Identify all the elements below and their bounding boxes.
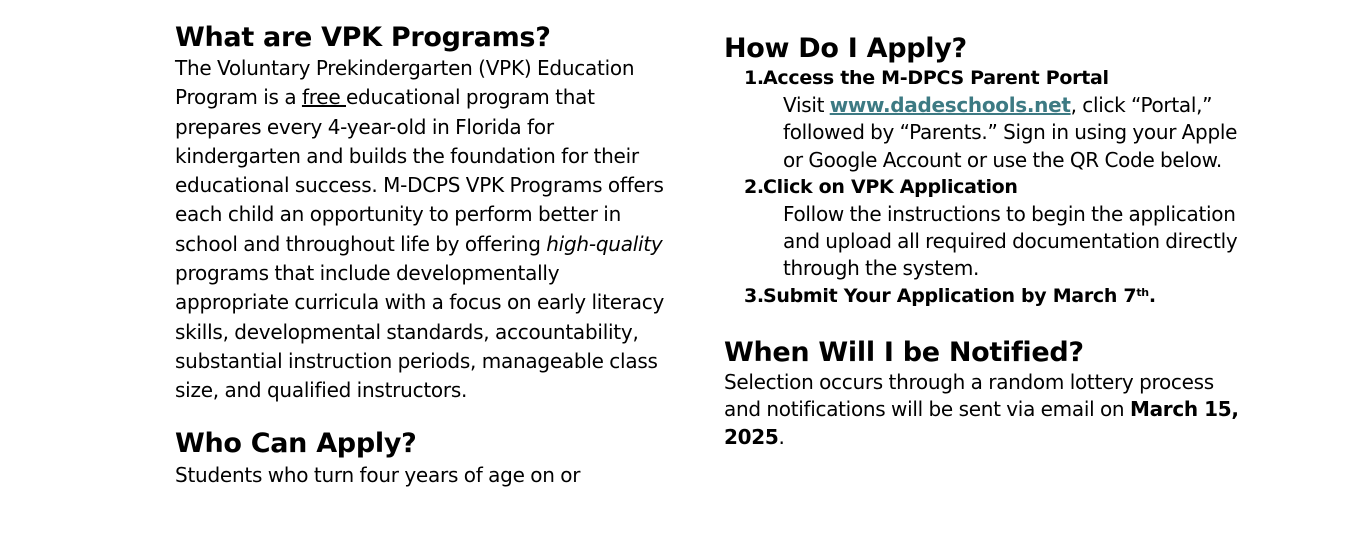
step-title (724, 174, 1244, 201)
step-number: 1. (744, 67, 764, 89)
who-can-apply-text: Students who turn four years of age on or (175, 462, 581, 487)
vpk-intro-text: The Voluntary Prekindergarten (VPK) Education Program is a (175, 56, 635, 110)
when-notified-heading: When Will I be Notified? (724, 336, 1084, 368)
step-title (724, 283, 1244, 310)
step-description-text: , click “Portal,” followed by “Parents.” Sign in using your Apple or Google Account or use the QR Code below. (783, 93, 1238, 172)
step-description (724, 92, 1244, 174)
who-can-apply-heading: Who Can Apply? (175, 427, 417, 459)
step-title-text: Access the M-DPCS Parent Portal (763, 67, 1109, 89)
right-column (724, 0, 1244, 451)
vpk-programs-heading: What are VPK Programs? (175, 22, 551, 53)
left-column (175, 0, 675, 490)
step-item (724, 283, 1244, 310)
step-description: Follow the instructions to begin the application and upload all required documentation directly through the system. (783, 201, 1238, 281)
ordinal-superscript: th (1136, 285, 1149, 299)
step-title-end: . (1148, 284, 1156, 307)
notification-date: March 15, 2025 (724, 397, 1239, 449)
step-item (724, 174, 1244, 283)
dadeschools-link[interactable]: www.dadeschools.net (829, 93, 1071, 117)
free-underlined-text: free (301, 85, 346, 110)
high-quality-italic-text: high-quality (546, 231, 663, 256)
step-title (724, 65, 1244, 92)
step-description-text: Visit (783, 93, 830, 117)
notification-text (724, 369, 1244, 452)
step-item (724, 65, 1244, 174)
how-to-apply-heading: How Do I Apply? (724, 33, 967, 64)
step-number: 3. (744, 284, 764, 307)
vpk-programs-description (175, 54, 675, 406)
step-title-text: Click on VPK Application (763, 175, 1018, 198)
vpk-intro-continued: educational program that prepares every 4-year-old in Florida for kindergarten and builds the foundation for their educational success. M-DCPS VPK Programs offers each child an opportunity to perform better in school and throughout life by offering (175, 85, 664, 256)
step-number: 2. (744, 175, 764, 198)
application-steps-list (724, 65, 1244, 310)
step-title-text: Submit Your Application by March 7 (763, 284, 1137, 307)
notification-description: Selection occurs through a random lottery process and notifications will be sent via email on (724, 369, 1214, 422)
notification-end: . (778, 424, 785, 449)
vpk-intro-end: programs that include developmentally appropriate curricula with a focus on early literacy skills, developmental standards, accountability, substantial instruction periods, manageable class size, and qualified instructors. (175, 261, 665, 403)
